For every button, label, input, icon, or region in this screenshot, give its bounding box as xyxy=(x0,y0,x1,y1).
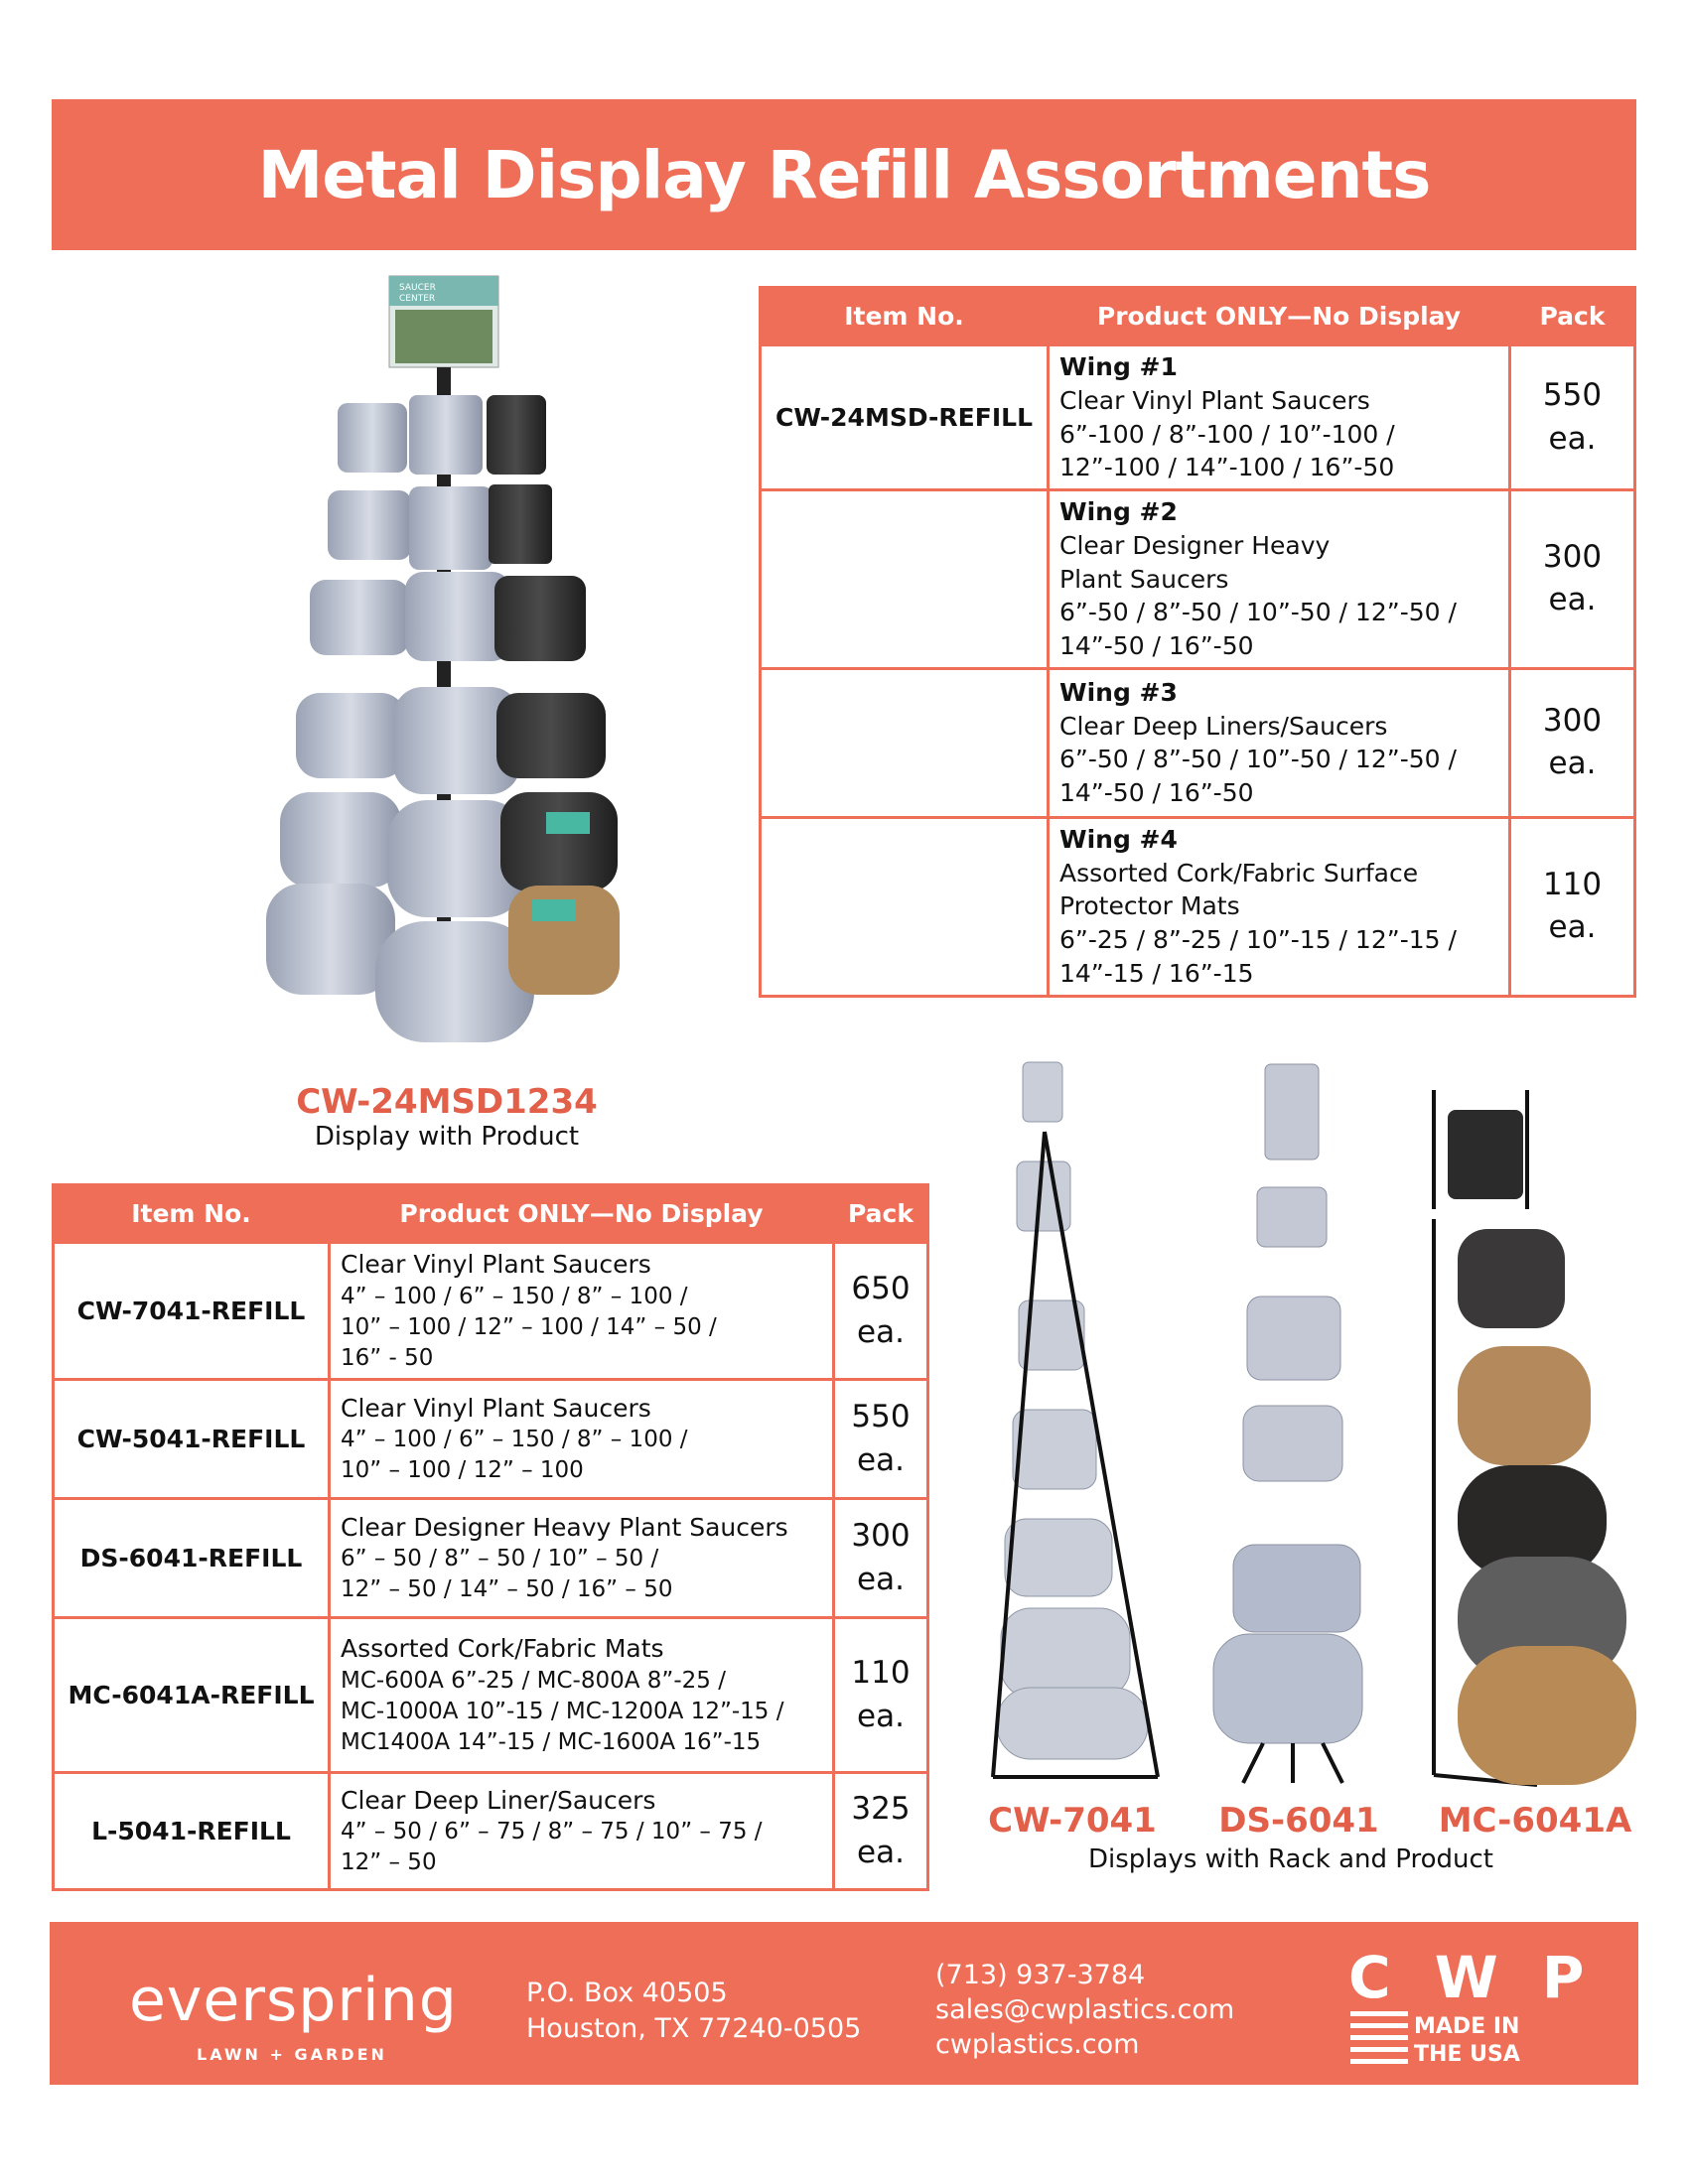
pack-quantity xyxy=(834,1773,928,1890)
table-row xyxy=(761,345,1635,490)
item-number: CW-5041-REFILL xyxy=(54,1380,330,1499)
item-number: DS-6041-REFILL xyxy=(54,1499,330,1618)
sign-text-2: CENTER xyxy=(399,294,436,304)
main-display-subtitle: Display with Product xyxy=(314,1122,580,1152)
pack-quantity xyxy=(1510,817,1635,996)
tier-1 xyxy=(338,395,546,475)
table-row xyxy=(54,1380,928,1499)
pack-line: 300 xyxy=(1542,538,1603,575)
description-line: 6”-50 / 8”-50 / 10”-50 / 12”-50 / xyxy=(1059,745,1457,774)
wing-label: Wing #2 xyxy=(1059,497,1178,526)
table-row xyxy=(54,1618,928,1773)
mailing-address xyxy=(526,1976,861,2048)
product-name: Clear Vinyl Plant Saucers xyxy=(341,1250,651,1280)
product-description xyxy=(330,1243,834,1380)
pack-quantity xyxy=(834,1499,928,1618)
product-description xyxy=(1049,490,1510,669)
product-name: Clear Designer Heavy Plant Saucers xyxy=(341,1512,788,1542)
contact-info xyxy=(935,1958,1234,2062)
rack-code-ds6041: DS-6041 xyxy=(1218,1801,1379,1841)
brand-logo-text: everspring xyxy=(129,1966,458,2035)
table-header-row xyxy=(54,1185,928,1243)
pack-line: 325 xyxy=(851,1791,911,1828)
rack-code-mc6041a: MC-6041A xyxy=(1438,1801,1632,1841)
description-line: 6”-25 / 8”-25 / 10”-15 / 12”-15 / xyxy=(1059,925,1457,954)
pack-line: ea. xyxy=(1548,582,1597,618)
wing-label: Wing #4 xyxy=(1059,824,1178,854)
product-description xyxy=(330,1773,834,1890)
brand-tagline: LAWN + GARDEN xyxy=(197,2045,387,2064)
table-row xyxy=(54,1499,928,1618)
description-line: 16” - 50 xyxy=(341,1344,434,1371)
description-line: Clear Deep Liners/Saucers xyxy=(1059,711,1388,741)
pack-line: 300 xyxy=(851,1518,911,1555)
header-product: Product ONLY—No Display xyxy=(1049,288,1510,345)
cwp-logo xyxy=(1348,1944,1597,2067)
svg-text:C W P: C W P xyxy=(1348,1944,1597,2011)
pack-line: ea. xyxy=(1548,909,1597,946)
rack-mc6041a-image xyxy=(1418,1090,1636,1797)
wing-label: Wing #3 xyxy=(1059,677,1178,707)
phone-number: (713) 937-3784 xyxy=(935,1960,1146,1990)
description-line: MC-1000A 10”-15 / MC-1200A 12”-15 / xyxy=(341,1698,784,1724)
item-number xyxy=(761,817,1049,996)
description-line: MC-600A 6”-25 / MC-800A 8”-25 / xyxy=(341,1667,726,1694)
description-line: Assorted Cork/Fabric Surface xyxy=(1059,858,1419,887)
pack-line: 650 xyxy=(851,1271,911,1307)
item-number xyxy=(761,490,1049,669)
pack-line: ea. xyxy=(857,1313,905,1350)
description-line: 4” – 100 / 6” – 150 / 8” – 100 / xyxy=(341,1283,688,1309)
product-description xyxy=(1049,668,1510,817)
product-description xyxy=(1049,345,1510,490)
description-line: Clear Designer Heavy xyxy=(1059,530,1331,560)
address-line-1: P.O. Box 40505 xyxy=(526,1978,728,2008)
rack-ds6041-image xyxy=(1203,1058,1372,1787)
pack-quantity xyxy=(834,1618,928,1773)
description-line: 10” – 100 / 12” – 100 xyxy=(341,1457,584,1484)
header-pack: Pack xyxy=(1510,288,1635,345)
refill-table-wings xyxy=(759,286,1636,998)
pack-quantity xyxy=(1510,668,1635,817)
flag-icon xyxy=(1350,2011,1408,2064)
pack-quantity xyxy=(1510,345,1635,490)
description-line: 12”-100 / 14”-100 / 16”-50 xyxy=(1059,453,1395,482)
product-name: Clear Vinyl Plant Saucers xyxy=(341,1393,651,1423)
page-title: Metal Display Refill Assortments xyxy=(257,136,1431,213)
wing-label: Wing #1 xyxy=(1059,352,1178,381)
product-name: Assorted Cork/Fabric Mats xyxy=(341,1634,664,1664)
item-number: MC-6041A-REFILL xyxy=(54,1618,330,1773)
description-line: 14”-50 / 16”-50 xyxy=(1059,778,1254,807)
table-row xyxy=(761,668,1635,817)
pack-line: 110 xyxy=(851,1655,911,1692)
description-line: 14”-50 / 16”-50 xyxy=(1059,631,1254,660)
product-description xyxy=(1049,817,1510,996)
address-line-2: Houston, TX 77240-0505 xyxy=(526,2013,862,2045)
pack-quantity xyxy=(1510,490,1635,669)
pack-line: ea. xyxy=(1548,420,1597,457)
product-description xyxy=(330,1499,834,1618)
description-line: 10” – 100 / 12” – 100 / 14” – 50 / xyxy=(341,1313,717,1340)
product-description xyxy=(330,1380,834,1499)
pack-quantity xyxy=(834,1380,928,1499)
footer xyxy=(50,1922,1638,2085)
table-row xyxy=(761,490,1635,669)
svg-text:MADE IN: MADE IN xyxy=(1414,2014,1520,2039)
table-header-row xyxy=(761,288,1635,345)
rack-cw7041-image xyxy=(983,1052,1172,1787)
pack-line: 110 xyxy=(1542,866,1603,902)
description-line: MC1400A 14”-15 / MC-1600A 16”-15 xyxy=(341,1728,762,1755)
pack-quantity xyxy=(834,1243,928,1380)
pack-line: ea. xyxy=(857,1441,905,1478)
product-description xyxy=(330,1618,834,1773)
sign-text-1: SAUCER xyxy=(399,283,436,293)
pack-line: 300 xyxy=(1542,702,1603,739)
refill-table-racks xyxy=(52,1183,929,1891)
description-line: Clear Vinyl Plant Saucers xyxy=(1059,385,1370,415)
description-line: 6” – 50 / 8” – 50 / 10” – 50 / xyxy=(341,1546,659,1572)
item-number: CW-24MSD-REFILL xyxy=(761,345,1049,490)
table-row xyxy=(54,1773,928,1890)
pack-line: ea. xyxy=(857,1561,905,1597)
header-product: Product ONLY—No Display xyxy=(330,1185,834,1243)
main-display-caption xyxy=(228,1082,665,1152)
main-display-code: CW-24MSD1234 xyxy=(296,1082,598,1122)
item-number: CW-7041-REFILL xyxy=(54,1243,330,1380)
pack-line: ea. xyxy=(1548,746,1597,782)
description-line: 12” – 50 / 14” – 50 / 16” – 50 xyxy=(341,1576,673,1603)
main-display-image xyxy=(258,276,626,1042)
svg-text:THE USA: THE USA xyxy=(1414,2042,1520,2067)
rack-code-cw7041: CW-7041 xyxy=(988,1801,1157,1841)
tier-4 xyxy=(296,687,606,794)
title-banner xyxy=(52,99,1636,250)
pack-line: 550 xyxy=(851,1399,911,1435)
description-line: 4” – 50 / 6” – 75 / 8” – 75 / 10” – 75 / xyxy=(341,1819,763,1845)
pack-line: ea. xyxy=(857,1698,905,1734)
table-row xyxy=(761,817,1635,996)
item-number xyxy=(761,668,1049,817)
header-item-no: Item No. xyxy=(54,1185,330,1243)
description-line: Plant Saucers xyxy=(1059,564,1229,594)
description-line: Protector Mats xyxy=(1059,891,1240,921)
header-item-no: Item No. xyxy=(761,288,1049,345)
tier-2 xyxy=(328,484,552,570)
description-line: 14”-15 / 16”-15 xyxy=(1059,958,1254,988)
pack-line: ea. xyxy=(857,1834,905,1870)
description-line: 12” – 50 xyxy=(341,1849,437,1876)
product-name: Clear Deep Liner/Saucers xyxy=(341,1785,656,1815)
description-line: 4” – 100 / 6” – 150 / 8” – 100 / xyxy=(341,1427,688,1453)
item-number: L-5041-REFILL xyxy=(54,1773,330,1890)
header-pack: Pack xyxy=(834,1185,928,1243)
email-link[interactable]: sales@cwplastics.com xyxy=(935,1994,1235,2026)
table-row xyxy=(54,1243,928,1380)
description-line: 6”-100 / 8”-100 / 10”-100 / xyxy=(1059,419,1395,449)
tier-3 xyxy=(310,572,586,661)
website-link[interactable]: cwplastics.com xyxy=(935,2029,1140,2061)
description-line: 6”-50 / 8”-50 / 10”-50 / 12”-50 / xyxy=(1059,598,1457,627)
pack-line: 550 xyxy=(1542,377,1603,414)
racks-subtitle: Displays with Rack and Product xyxy=(1087,1844,1493,1874)
